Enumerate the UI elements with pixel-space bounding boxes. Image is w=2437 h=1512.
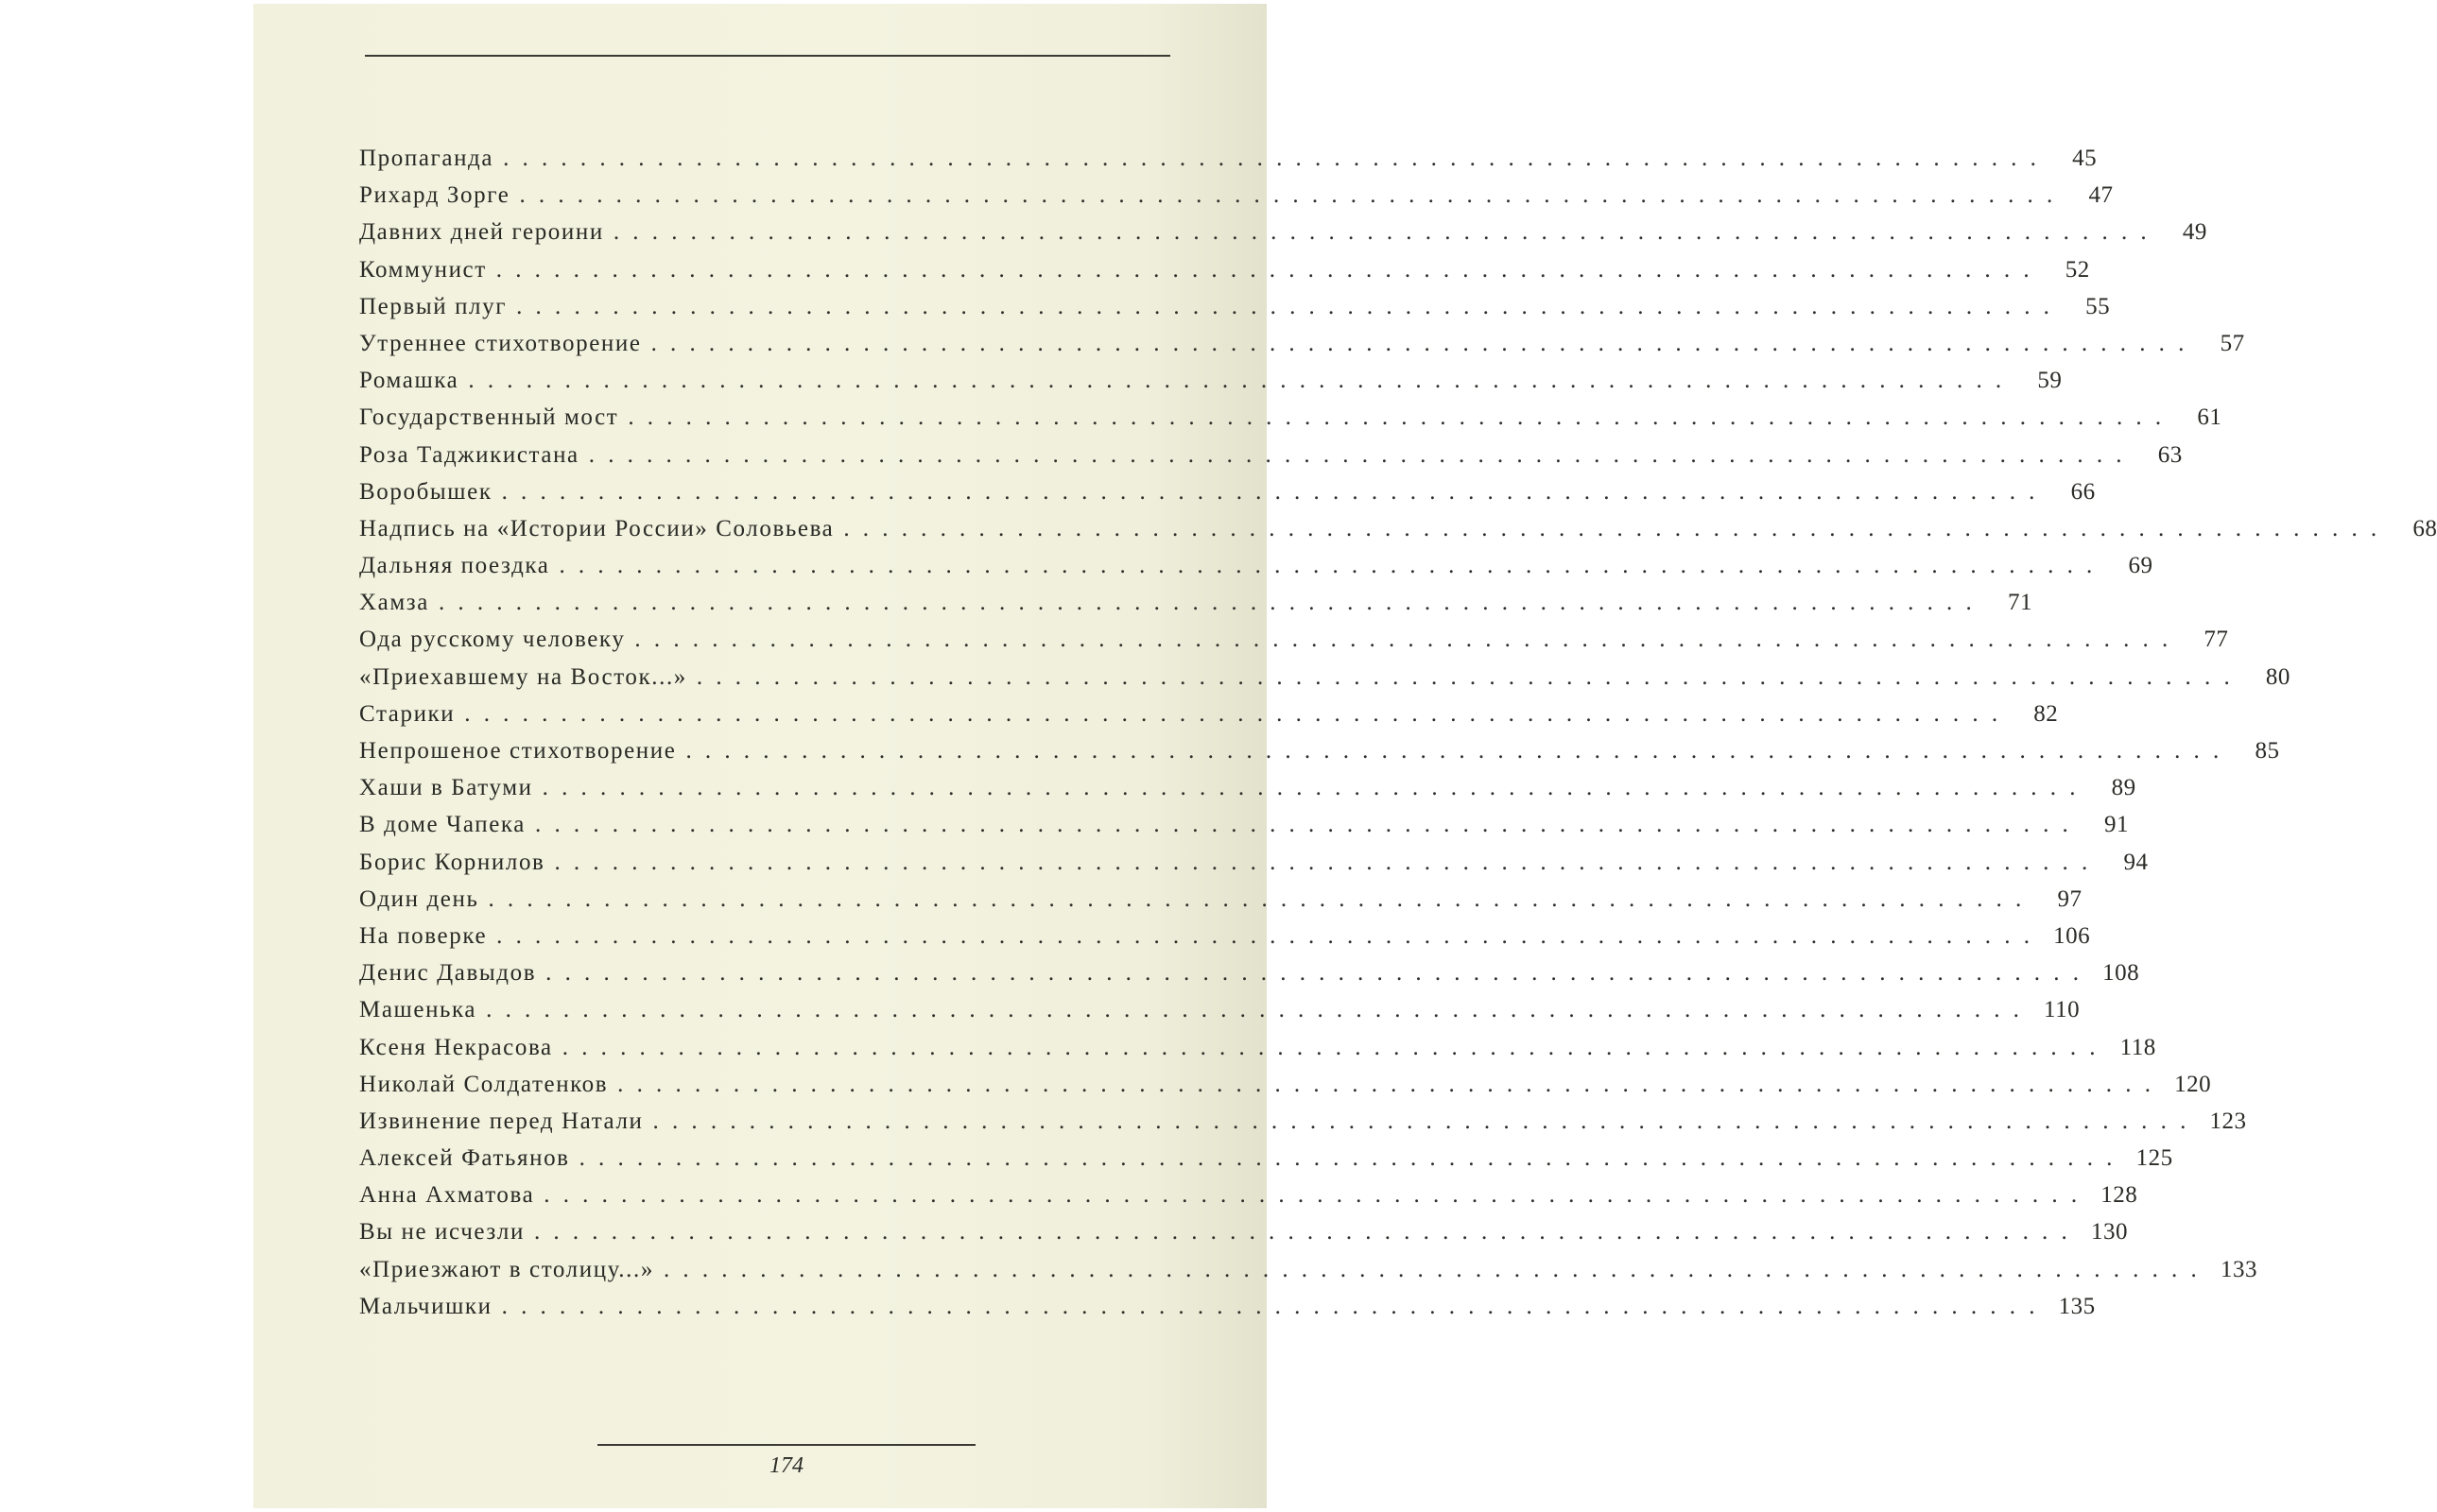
toc-entry-title: Денис Давыдов [359, 960, 537, 987]
toc-entry [359, 1256, 2257, 1294]
dot-leader: ................................................................................ [501, 478, 2048, 505]
toc-entry [359, 219, 2207, 256]
toc-entry-title: Дальняя поездка [359, 553, 550, 579]
dot-leader: ................................................................................ [438, 590, 1985, 616]
toc-entry [359, 1034, 2156, 1072]
toc-entry [359, 1219, 2128, 1256]
toc-entry-title: Хамза [359, 590, 429, 616]
toc-entry-title: Утреннее стихотворение [359, 330, 642, 356]
dot-leader: ................................................................................ [588, 441, 2135, 468]
dot-leader: ................................................................................ [650, 330, 2198, 356]
dot-leader: ................................................................................ [544, 1182, 2091, 1209]
toc-entry-page-number: 55 [2085, 293, 2111, 319]
toc-entry-title: Надпись на «Истории России» Соловьева [359, 515, 835, 541]
dot-leader: ................................................................................ [613, 219, 2160, 246]
toc-entry [359, 368, 2063, 404]
toc-entry-title: Государственный мост [359, 404, 619, 431]
toc-entry-title: Алексей Фатьянов [359, 1145, 570, 1172]
toc-entry-title: «Приезжают в столицу...» [359, 1256, 654, 1282]
toc-entry-title: Борис Корнилов [359, 849, 545, 875]
toc-entry-title: Пропаганда [359, 146, 494, 171]
toc-entry-page-number: 69 [2128, 553, 2153, 579]
dot-leader: ................................................................................ [559, 553, 2106, 579]
toc-entry [359, 922, 2091, 960]
toc-entry [359, 1182, 2138, 1219]
dot-leader: ................................................................................ [617, 1071, 2165, 1097]
footer-rule [597, 1444, 976, 1446]
top-rule [365, 55, 1170, 57]
toc-entry-title: В доме Чапека [359, 812, 526, 838]
dot-leader: ................................................................................ [488, 885, 2035, 912]
toc-entry-page-number: 45 [2072, 146, 2098, 171]
toc-entry-title: Ромашка [359, 368, 459, 394]
toc-entry [359, 1108, 2247, 1145]
toc-entry-page-number: 125 [2135, 1145, 2173, 1172]
dot-leader: ................................................................................ [579, 1145, 2126, 1172]
dot-leader: ................................................................................ [519, 182, 2066, 209]
toc-entry-title: Непрошеное стихотворение [359, 738, 677, 764]
dot-leader: ................................................................................ [496, 922, 2044, 949]
dot-leader: ................................................................................ [486, 997, 2033, 1023]
dot-leader: ................................................................................ [634, 627, 2182, 653]
toc-entry-page-number: 63 [2157, 441, 2183, 468]
toc-entry-page-number: 80 [2265, 663, 2290, 690]
dot-leader: ................................................................................ [545, 960, 2093, 987]
toc-entry-title: Мальчишки [359, 1293, 493, 1319]
toc-entry [359, 404, 2222, 441]
toc-entry-page-number: 108 [2102, 960, 2140, 987]
toc-entry-page-number: 94 [2123, 849, 2149, 875]
dot-leader: ................................................................................ [533, 1219, 2081, 1246]
toc-entry-page-number: 49 [2182, 219, 2207, 246]
book-page [253, 4, 2437, 1508]
toc-entry-page-number: 71 [2007, 590, 2032, 616]
dot-leader: ................................................................................ [696, 663, 2243, 690]
toc-entry [359, 330, 2245, 368]
toc-entry-page-number: 61 [2197, 404, 2222, 431]
toc-entry-title: Воробышек [359, 478, 493, 505]
dot-leader: ................................................................................ [516, 293, 2064, 319]
toc-entry-page-number: 47 [2088, 182, 2114, 209]
toc-entry-title: Анна Ахматова [359, 1182, 535, 1209]
toc-entry-page-number: 130 [2090, 1219, 2128, 1246]
toc-entry-page-number: 135 [2058, 1293, 2096, 1319]
dot-leader: ................................................................................ [685, 738, 2233, 764]
toc-entry-title: Николай Солдатенков [359, 1071, 609, 1097]
toc-entry [359, 1071, 2212, 1108]
toc-entry-title: Давних дней героини [359, 219, 604, 246]
toc-entry-page-number: 57 [2220, 330, 2245, 356]
toc-entry [359, 960, 2140, 997]
toc-entry-page-number: 133 [2220, 1256, 2257, 1282]
dot-leader: ................................................................................ [464, 700, 2012, 727]
toc-entry-title: Машенька [359, 997, 477, 1023]
toc-entry-page-number: 77 [2204, 627, 2229, 653]
dot-leader: ................................................................................ [503, 146, 2050, 171]
toc-entry [359, 146, 2098, 182]
toc-entry-page-number: 82 [2033, 700, 2059, 727]
toc-entry-page-number: 66 [2070, 478, 2096, 505]
toc-entry [359, 553, 2153, 590]
toc-entry [359, 775, 2136, 812]
dot-leader: ................................................................................ [501, 1293, 2048, 1319]
toc-entry-title: Роза Таджикистана [359, 441, 579, 468]
toc-entry-title: Один день [359, 885, 479, 912]
page-number: 174 [769, 1453, 804, 1478]
toc-entry [359, 997, 2081, 1034]
dot-leader: ................................................................................ [495, 256, 2043, 283]
toc-entry-page-number: 68 [2412, 515, 2437, 541]
toc-entry [359, 885, 2083, 923]
dot-leader: ................................................................................ [554, 849, 2101, 875]
toc-entry-page-number: 118 [2119, 1034, 2156, 1060]
toc-entry-title: Старики [359, 700, 456, 727]
toc-entry [359, 663, 2290, 701]
dot-leader: ................................................................................ [468, 368, 2015, 394]
toc-entry [359, 515, 2437, 553]
dot-leader: ................................................................................ [663, 1256, 2210, 1282]
toc-entry [359, 182, 2114, 219]
dot-leader: ................................................................................ [628, 404, 2175, 431]
dot-leader: ................................................................................ [652, 1108, 2200, 1134]
toc-entry [359, 849, 2149, 886]
toc-entry-page-number: 123 [2209, 1108, 2247, 1134]
toc-entry [359, 1145, 2173, 1182]
toc-entry-page-number: 106 [2053, 922, 2091, 949]
toc-entry [359, 812, 2129, 849]
toc-entry-page-number: 120 [2174, 1071, 2212, 1097]
table-of-contents [359, 146, 2437, 1331]
toc-entry-page-number: 110 [2044, 997, 2081, 1023]
toc-entry [359, 590, 2032, 627]
dot-leader: ................................................................................ [535, 812, 2082, 838]
dot-leader: ................................................................................ [562, 1034, 2109, 1060]
toc-entry [359, 627, 2229, 663]
toc-entry-page-number: 97 [2057, 885, 2083, 912]
toc-entry-title: «Приехавшему на Восток...» [359, 663, 687, 690]
toc-entry-page-number: 52 [2065, 256, 2090, 283]
toc-entry [359, 1293, 2096, 1331]
toc-entry-page-number: 91 [2104, 812, 2129, 838]
dot-leader: ................................................................................ [542, 775, 2089, 801]
toc-entry-page-number: 85 [2255, 738, 2280, 764]
toc-entry-title: Извинение перед Натали [359, 1108, 644, 1134]
toc-entry-title: Вы не исчезли [359, 1219, 525, 1246]
toc-entry [359, 293, 2111, 331]
dot-leader: ................................................................................ [843, 515, 2391, 541]
toc-entry-title: Коммунист [359, 256, 487, 283]
toc-entry [359, 478, 2096, 516]
toc-entry-title: На поверке [359, 922, 488, 949]
toc-entry-page-number: 59 [2037, 368, 2063, 394]
toc-entry-title: Хаши в Батуми [359, 775, 533, 801]
toc-entry-title: Ода русскому человеку [359, 627, 626, 653]
toc-entry-page-number: 89 [2111, 775, 2136, 801]
toc-entry [359, 700, 2059, 738]
toc-entry-title: Первый плуг [359, 293, 508, 319]
toc-entry-title: Рихард Зорге [359, 182, 510, 209]
toc-entry-page-number: 128 [2100, 1182, 2138, 1209]
toc-entry [359, 441, 2183, 479]
toc-entry [359, 738, 2280, 775]
toc-entry-title: Ксеня Некрасова [359, 1034, 553, 1060]
toc-entry [359, 256, 2090, 294]
